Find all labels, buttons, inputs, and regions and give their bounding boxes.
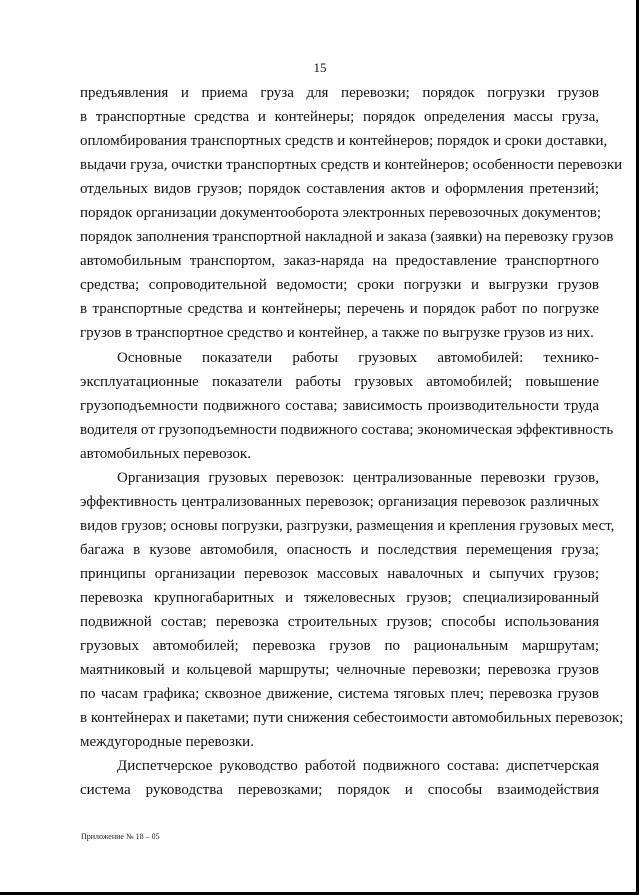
text-line: в транспортные средства и контейнеры; порядок определения массы груза, [80, 109, 599, 126]
text-line: порядок заполнения транспортной накладной и заказа (заявки) на перевозку грузов [80, 229, 614, 246]
text-line: в контейнерах и пакетами; пути снижения себестоимости автомобильных перевозок; [80, 710, 624, 727]
text-line: перевозка крупногабаритных и тяжеловесных грузов; специализированный [80, 589, 599, 606]
text-line: опломбирования транспортных средств и контейнеров; порядок и сроки доставки, [80, 133, 608, 150]
text-line: эффективность централизованных перевозок; организация перевозок различных [80, 493, 599, 510]
paragraph [80, 81, 623, 346]
text-line: средства; сопроводительной ведомости; сроки погрузки и выгрузки грузов [80, 277, 599, 294]
text-line: автомобильных перевозок. [80, 445, 251, 462]
text-line: предъявления и приема груза для перевозки; порядок погрузки грузов [80, 85, 599, 101]
text-line: система руководства перевозками; порядок и способы взаимодействия [80, 782, 599, 799]
text-line: видов грузов; основы погрузки, разгрузки, размещения и крепления грузовых мест, [80, 517, 615, 534]
text-line: маятниковый и кольцевой маршруты; челночные перевозки; перевозка грузов [80, 662, 599, 679]
paragraph [80, 754, 599, 802]
footer-annex-label: Приложение № 18 – 05 [81, 832, 160, 841]
text-line: грузоподъемности подвижного состава; зависимость производительности труда [80, 397, 599, 414]
text-line: междугородные перевозки. [80, 734, 254, 751]
text-line: автомобильным транспортом, заказ-наряда на предоставление транспортного [80, 253, 599, 270]
document-body [80, 81, 624, 802]
text-line: порядок организации документооборота электронных перевозочных документов; [80, 205, 601, 222]
text-line: грузов в транспортное средство и контейнер, а также по выгрузке грузов из них. [80, 325, 594, 342]
text-line: Организация грузовых перевозок: централизованные перевозки грузов, [117, 469, 599, 486]
text-line: подвижной состав; перевозка строительных грузов; способы использования [80, 614, 599, 631]
text-line: багажа в кузове автомобиля, опасность и последствия перемещения груза; [80, 541, 599, 558]
text-line: в транспортные средства и контейнеры; перечень и порядок работ по погрузке [80, 301, 599, 318]
paragraph [80, 346, 614, 466]
text-line: водителя от грузоподъемности подвижного состава; экономическая эффективность [80, 421, 614, 438]
text-line: эксплуатационные показатели работы грузовых автомобилей; повышение [80, 373, 599, 390]
paragraph [80, 466, 624, 755]
text-line: грузовых автомобилей; перевозка грузов по рациональным маршрутам; [80, 638, 599, 655]
text-line: принципы организации перевозок массовых навалочных и сыпучих грузов; [80, 565, 599, 582]
text-line: выдачи груза, очистки транспортных средств и контейнеров; особенности перевозки [80, 157, 623, 174]
text-line: по часам графика; сквозное движение, система тяговых плеч; перевозка грузов [80, 686, 599, 703]
text-line: Диспетчерское руководство работой подвижного состава: диспетчерская [117, 758, 599, 775]
text-line: отдельных видов грузов; порядок составления актов и оформления претензий; [80, 181, 599, 198]
page-number: 15 [313, 60, 327, 75]
text-line: Основные показатели работы грузовых автомобилей: технико- [117, 349, 599, 366]
